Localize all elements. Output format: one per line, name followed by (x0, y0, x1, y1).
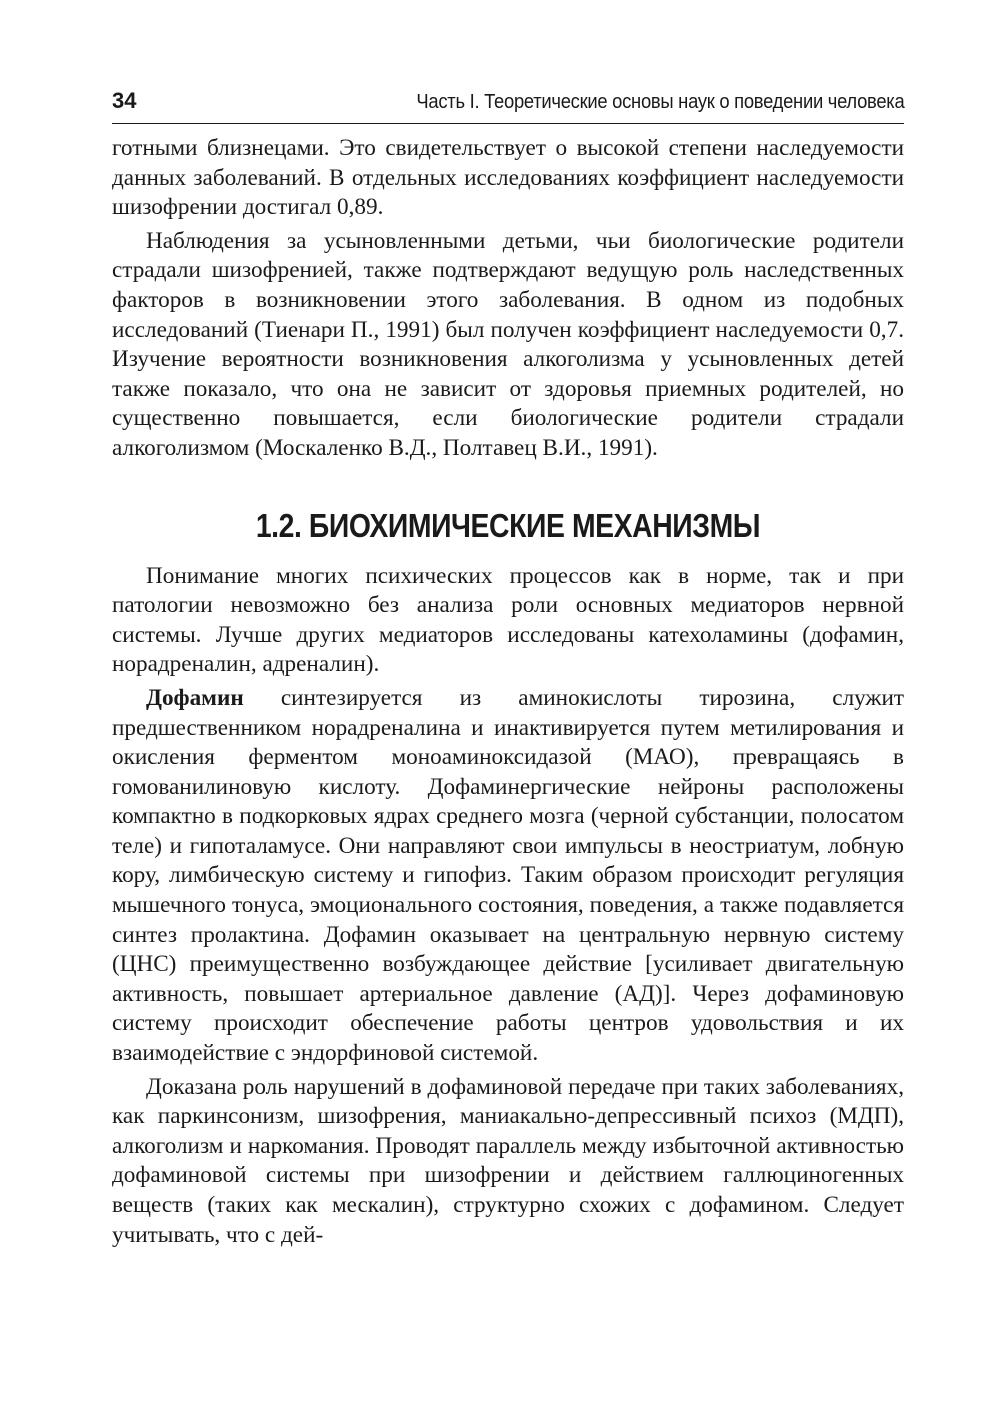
paragraph-dopamine-disorders: Доказана роль нарушений в дофаминовой передаче при таких заболеваниях, как паркинсонизм, шизофрения, маниакально-депрессивный психоз (МДП), алкоголизм и наркомания. Проводят параллель между избыточной активностью дофаминовой системы при шизофрении и действием галлюциногенных веществ (таких как мескалин), структурно схожих с дофамином. Следует учитывать, что с дей- (112, 1073, 904, 1248)
paragraph-mediators-intro: Понимание многих психических процессов как в норме, так и при патологии невозможно без анализа роли основных медиаторов нервной системы. Лучше других медиаторов исследованы катехоламины (дофамин, норадреналин, адреналин). (112, 562, 904, 678)
paragraph-dopamine (112, 684, 904, 1069)
running-header (112, 88, 904, 124)
section-heading: 1.2. БИОХИМИЧЕСКИЕ МЕХАНИЗМЫ (255, 506, 761, 544)
page-number: 34 (112, 88, 137, 113)
book-page (112, 88, 904, 1254)
body-text (112, 134, 904, 1250)
paragraph-continued: готными близнецами. Это свидетельствует о высокой степени наследуемости данных заболеваний. В отдельных исследованиях коэффициент наследуемости шизофрении достигал 0,89. (112, 135, 904, 221)
dopamine-description: синтезируется из аминокислоты тирозина, служит предшественником норадреналина и инактивируется путем метилирования и окисления ферментом моноаминоксидазой (МАО), превращаясь в гомованилиновую кислоту. Дофаминергические нейроны расположены компактно в подкорковых ядрах среднего мозга (черной субстанции, полосатом теле) и гипоталамусе. Они направляют свои импульсы в неостриатум, лобную кору, лимбическую систему и гипофиз. Таким образом происходит регуляция мышечного тонуса, эмоционального состояния, поведения, а также подавляется синтез пролактина. Дофамин оказывает на центральную нервную систему (ЦНС) преимущественно возбуждающее действие [усиливает двигательную активность, повышает артериальное давление (АД)]. Через дофаминовую систему происходит обеспечение работы центров удовольствия и их взаимодействие с эндорфиновой системой. (112, 684, 904, 1067)
paragraph-adoption-studies: Наблюдения за усыновленными детьми, чьи биологические родители страдали шизофренией, также подтверждают ведущую роль наследственных факторов в возникновении этого заболевания. В одном из подобных исследований (Тиенари П., 1991) был получен коэффициент наследуемости 0,7. Изучение вероятности возникновения алкоголизма у усыновленных детей также показало, что она не зависит от здоровья приемных родителей, но существенно повышается, если биологические родители страдали алкоголизмом (Москаленко В.Д., Полтавец В.И., 1991). (112, 227, 904, 461)
term-dopamine: Дофамин (146, 684, 244, 711)
running-title: Часть I. Теоретические основы наук о поведении человека (415, 91, 904, 113)
